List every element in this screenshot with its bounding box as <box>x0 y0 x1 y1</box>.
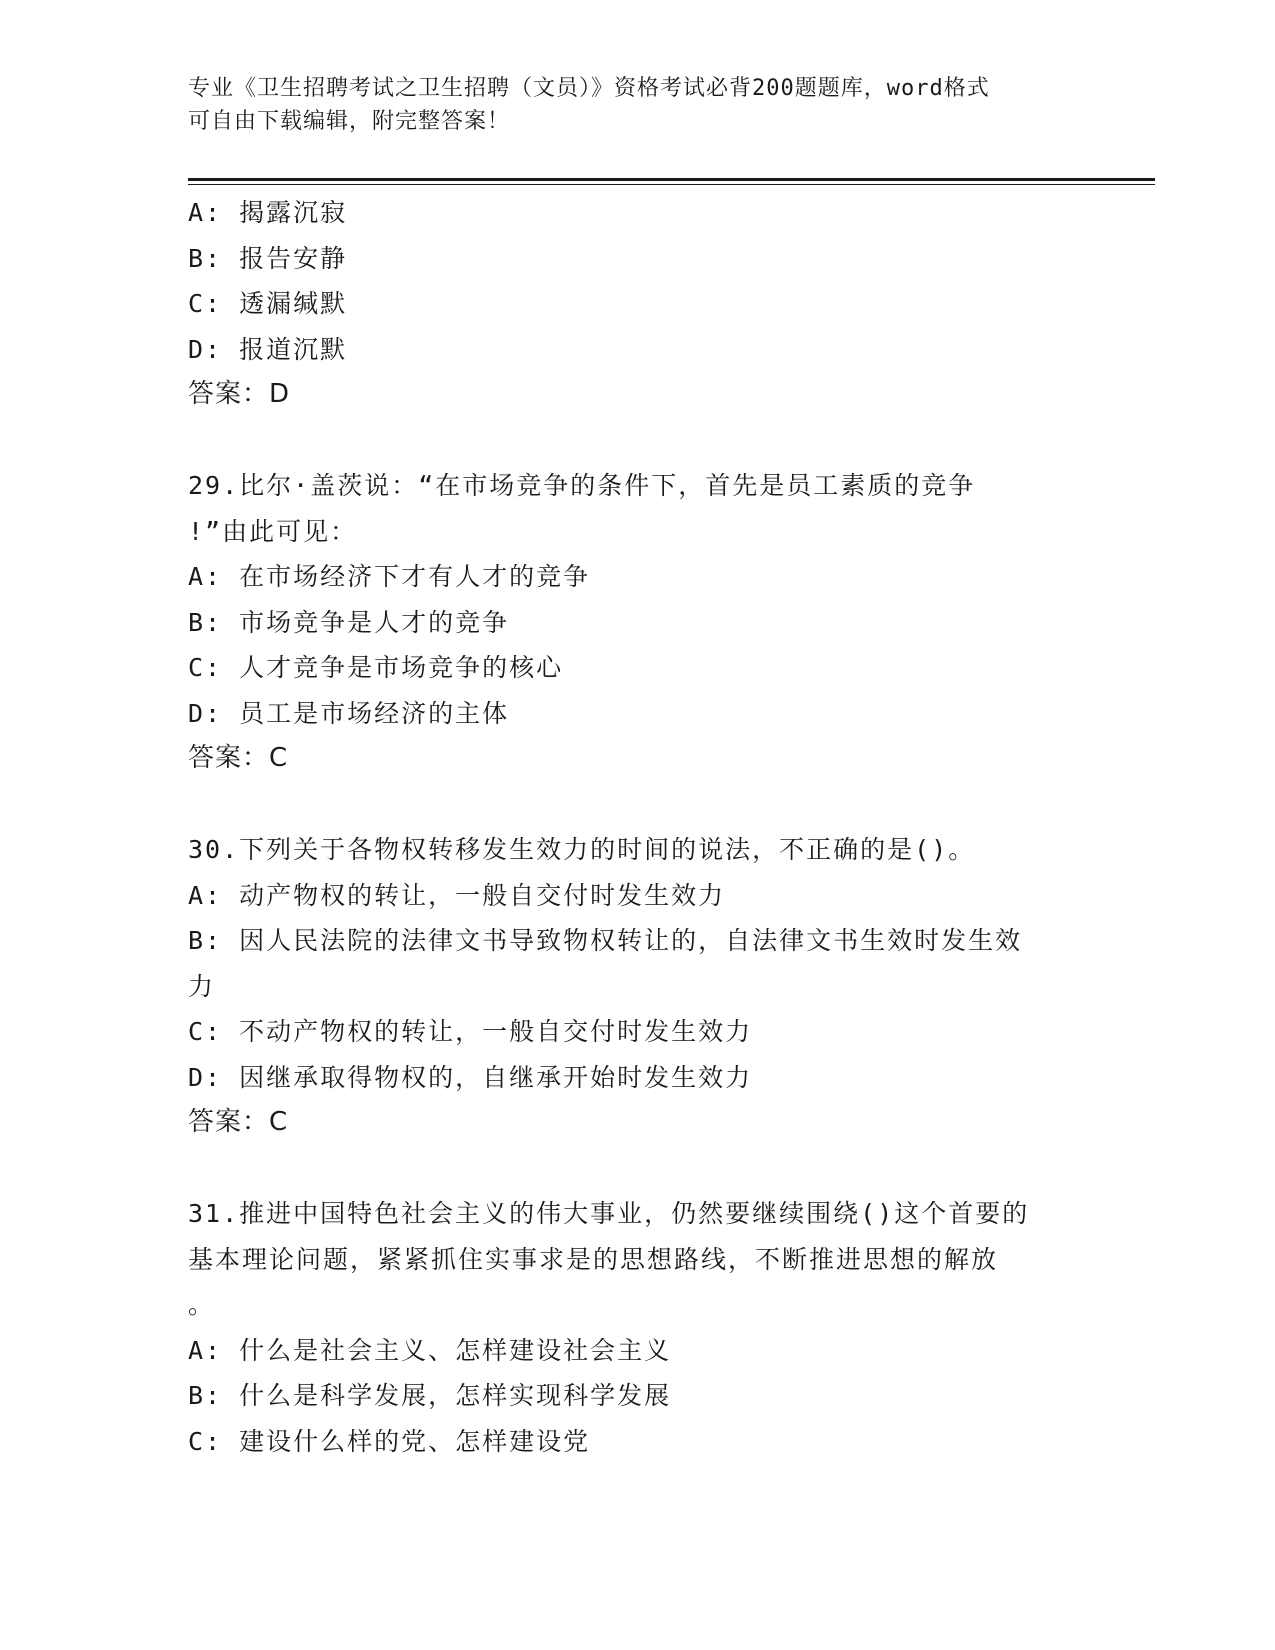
option-b: B: 什么是科学发展，怎样实现科学发展 <box>188 1381 672 1410</box>
question-list <box>188 190 1088 1464</box>
question-28 <box>188 190 1088 418</box>
page-header <box>188 72 1088 138</box>
option-c: C: 建设什么样的党、怎样建设党 <box>188 1426 591 1456</box>
question-stem: 31.推进中国特色社会主义的伟大事业，仍然要继续围绕()这个首要的 <box>188 1199 1030 1228</box>
option-b-continued: 力 <box>188 971 216 1001</box>
option-a: A: 动产物权的转让，一般自交付时发生效力 <box>188 880 726 910</box>
option-d: D: 因继承取得物权的，自继承开始时发生效力 <box>188 1062 753 1092</box>
question-29 <box>188 463 1088 782</box>
option-c: C: 不动产物权的转让，一般自交付时发生效力 <box>188 1017 753 1046</box>
option-b: B: 报告安静 <box>188 243 348 273</box>
option-b: B: 市场竞争是人才的竞争 <box>188 607 510 637</box>
answer-line: 答案：C <box>188 1107 289 1137</box>
question-31 <box>188 1191 1088 1464</box>
option-a: A: 什么是社会主义、怎样建设社会主义 <box>188 1335 672 1365</box>
option-a: A: 揭露沉寂 <box>188 198 348 227</box>
header-title-line2: 可自由下载编辑，附完整答案！ <box>188 109 511 134</box>
header-divider-thick <box>188 178 1155 181</box>
option-d: D: 员工是市场经济的主体 <box>188 698 510 728</box>
option-c: C: 人才竞争是市场竞争的核心 <box>188 653 564 682</box>
option-a: A: 在市场经济下才有人才的竞争 <box>188 562 591 591</box>
answer-line: 答案：D <box>188 379 291 409</box>
option-d: D: 报道沉默 <box>188 334 348 364</box>
option-b: B: 因人民法院的法律文书导致物权转让的，自法律文书生效时发生效 <box>188 926 1023 955</box>
header-title-line1: 专业《卫生招聘考试之卫生招聘（文员）》资格考试必背200题题库，word格式 <box>188 76 990 101</box>
header-divider-thin <box>188 184 1155 185</box>
answer-line: 答案：C <box>188 743 289 773</box>
question-stem: !”由此可见： <box>188 516 358 546</box>
question-30 <box>188 827 1088 1146</box>
question-stem: 30.下列关于各物权转移发生效力的时间的说法，不正确的是()。 <box>188 835 976 864</box>
question-stem: 基本理论问题，紧紧抓住实事求是的思想路线，不断推进思想的解放 <box>188 1244 999 1274</box>
option-c: C: 透漏缄默 <box>188 289 348 318</box>
question-stem: 。 <box>188 1290 216 1319</box>
question-stem: 29.比尔·盖茨说：“在市场竞争的条件下，首先是员工素质的竞争 <box>188 471 976 500</box>
